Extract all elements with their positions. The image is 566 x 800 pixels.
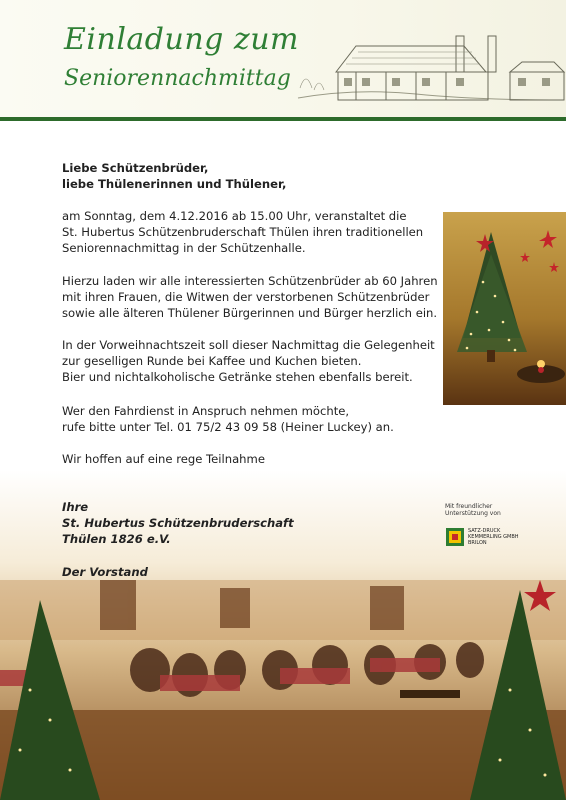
phone-line: rufe bitte unter Tel. 01 75/2 43 09 58 (Heiner Luckey) an. [62,420,394,434]
text-line: am Sonntag, dem 4.12.2016 ab 15.00 Uhr, veranstaltet die [62,209,407,223]
text-line: zur geselligen Runde bei Kaffee und Kuchen bieten. [62,354,362,368]
text-line: Hierzu laden wir alle interessierten Schützenbrüder ab 60 Jahren [62,274,438,288]
signature-line: St. Hubertus Schützenbruderschaft [62,516,294,530]
signature-line: Thülen 1826 e.V. [62,532,171,546]
text-line: sowie alle älteren Thülener Bürgerinnen und Bürger herzlich ein. [62,306,438,320]
header-rule [0,117,566,121]
sponsor-name-line: SATZ-DRUCK [468,528,501,534]
signature [62,499,294,547]
christmas-tree-photo [443,212,566,405]
text-line: In der Vorweihnachtszeit soll dieser Nachmittag die Gelegenheit [62,338,435,352]
signature-line: Ihre [62,500,89,514]
title-line-1: Einladung zum [64,22,299,57]
greeting [62,160,286,192]
star-icon [549,262,559,272]
sponsor-name [468,528,519,546]
sponsor-label-line: Unterstützung von [445,510,501,517]
christmas-tree-illustration [443,212,566,405]
sponsor-name-line: KEMMERLING GMBH [468,534,519,540]
text-line: mit ihren Frauen, die Witwen der verstorbenen Schützenbrüder [62,290,430,304]
star-icon [520,252,530,262]
schuetzenhalle-sketch [296,28,566,112]
closing: Der Vorstand [62,565,148,579]
paragraph-invitees [62,273,438,321]
greeting-line: Liebe Schützenbrüder, [62,161,209,175]
title-line-2: Seniorennachmittag [64,66,291,91]
star-icon [539,230,557,248]
header [0,0,566,118]
paragraph-transport [62,403,394,435]
text-line: Bier und nichtalkoholische Getränke stehen ebenfalls bereit. [62,370,413,384]
sponsor-name-line: BRILON [468,540,487,546]
sponsor-block [445,503,545,547]
paragraph-catering [62,337,435,385]
sponsor-logo [445,527,545,547]
sponsor-label-line: Mit freundlicher [445,503,493,510]
paragraph-event [62,208,423,256]
sponsor-label [445,503,545,517]
text-line: Wer den Fahrdienst in Anspruch nehmen möchte, [62,404,350,418]
greeting-line: liebe Thülenerinnen und Thülener, [62,177,287,191]
text-line: Seniorennachmittag in der Schützenhalle. [62,241,306,255]
text-line: St. Hubertus Schützenbruderschaft Thülen ihren traditionellen [62,225,424,239]
printer-logo-icon [445,527,465,547]
text-line: Wir hoffen auf eine rege Teilnahme [62,452,265,466]
